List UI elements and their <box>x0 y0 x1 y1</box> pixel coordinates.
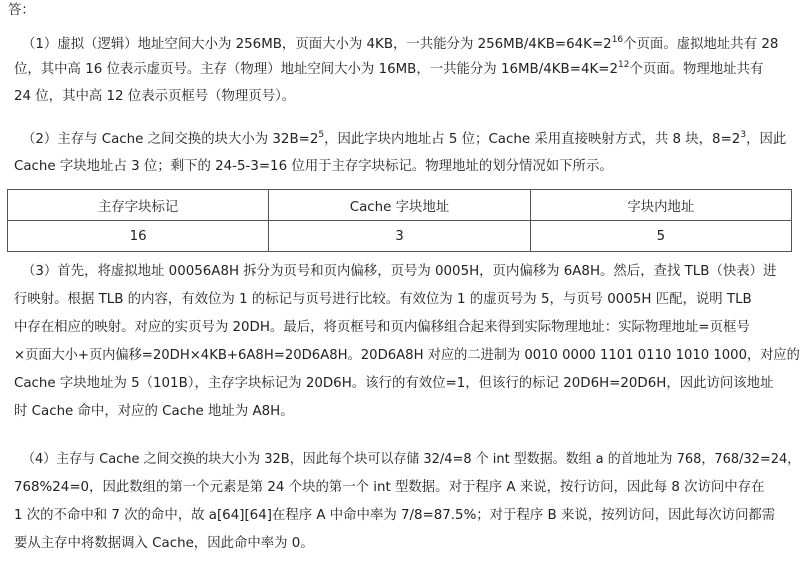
part1-line3: 24 位，其中高 12 位表示页框号（物理页号）。 <box>14 89 296 104</box>
part4-line4: 要从主存中将数据调入 Cache，因此命中率为 0。 <box>14 536 314 551</box>
part1-line1: （1）虚拟（逻辑）地址空间大小为 256MB，页面大小为 4KB，一共能分为 $256MB/4KB=64K=2^{16}$个页面。虚拟地址共有 28 <box>22 35 779 52</box>
part3-line1: （3）首先，将虚拟地址 00056A8H 拆分为页号和页内偏移，页号为 0005H，页内偏移为 6A8H。然后，查找 TLB（快表）进 <box>22 264 777 279</box>
part3-line5: Cache 字块地址为 5（101B），主存字块标记为 20D6H。该行的有效位=1，但该行的标记 20D6H=20D6H，因此访问该地址 <box>14 376 774 391</box>
value-offset-bits: 5 <box>530 221 791 252</box>
header-tag: 主存字块标记 <box>8 190 269 221</box>
part3-line2: 行映射。根据 TLB 的内容，有效位为 1 的标记与页号进行比较。有效位为 1 的虚页号为 5，与页号 0005H 匹配，说明 TLB <box>14 292 752 307</box>
header-cache-block: Cache 字块地址 <box>269 190 530 221</box>
part3-line4: ×页面大小+页内偏移=20DH×4KB+6A8H=20D6A8H。20D6A8H 对应的二进制为 0010 0000 1101 0110 1010 1000，对应的 <box>14 348 800 363</box>
table-row <box>8 221 792 252</box>
part4-line3: 1 次的不命中和 7 次的命中，故 a[64][64]在程序 A 中命中率为 7/8=87.5%；对于程序 B 来说，按列访问，因此每次访问都需 <box>14 508 776 523</box>
part2-line2: Cache 字块地址占 3 位；剩下的 24-5-3=16 位用于主存字块标记。物理地址的划分情况如下所示。 <box>14 159 613 174</box>
header-offset: 字块内地址 <box>530 190 791 221</box>
part2-line1: （2）主存与 Cache 之间交换的块大小为 $32B=2^5$，因此字块内地址占 5 位；Cache 采用直接映射方式，共 8 块，$8=2^3$，因此 <box>22 130 787 147</box>
address-division-table <box>7 189 792 252</box>
part4-line2: 768%24=0，因此数组的第一个元素是第 24 个块的第一个 int 型数据。对于程序 A 来说，按行访问，因此每 8 次访问中存在 <box>14 480 765 495</box>
part1-line2: 位，其中高 16 位表示虚页号。主存（物理）地址空间大小为 16MB，一共能分为 $16MB/4KB=4K=2^{12}$个页面。物理地址共有 <box>14 60 764 77</box>
value-cache-block-bits: 3 <box>269 221 530 252</box>
part4-line1: （4）主存与 Cache 之间交换的块大小为 32B，因此每个块可以存储 32/4=8 个 int 型数据。数组 a 的首地址为 768，768/32=24， <box>22 452 801 467</box>
part3-line3: 中存在相应的映射。对应的实页号为 20DH。最后，将页框号和页内偏移组合起来得到实际物理地址：实际物理地址=页框号 <box>14 320 750 335</box>
part3-line6: 时 Cache 命中，对应的 Cache 地址为 A8H。 <box>14 404 294 419</box>
value-tag-bits: 16 <box>8 221 269 252</box>
table-header-row <box>8 190 792 221</box>
answer-label: 答： <box>8 3 35 18</box>
